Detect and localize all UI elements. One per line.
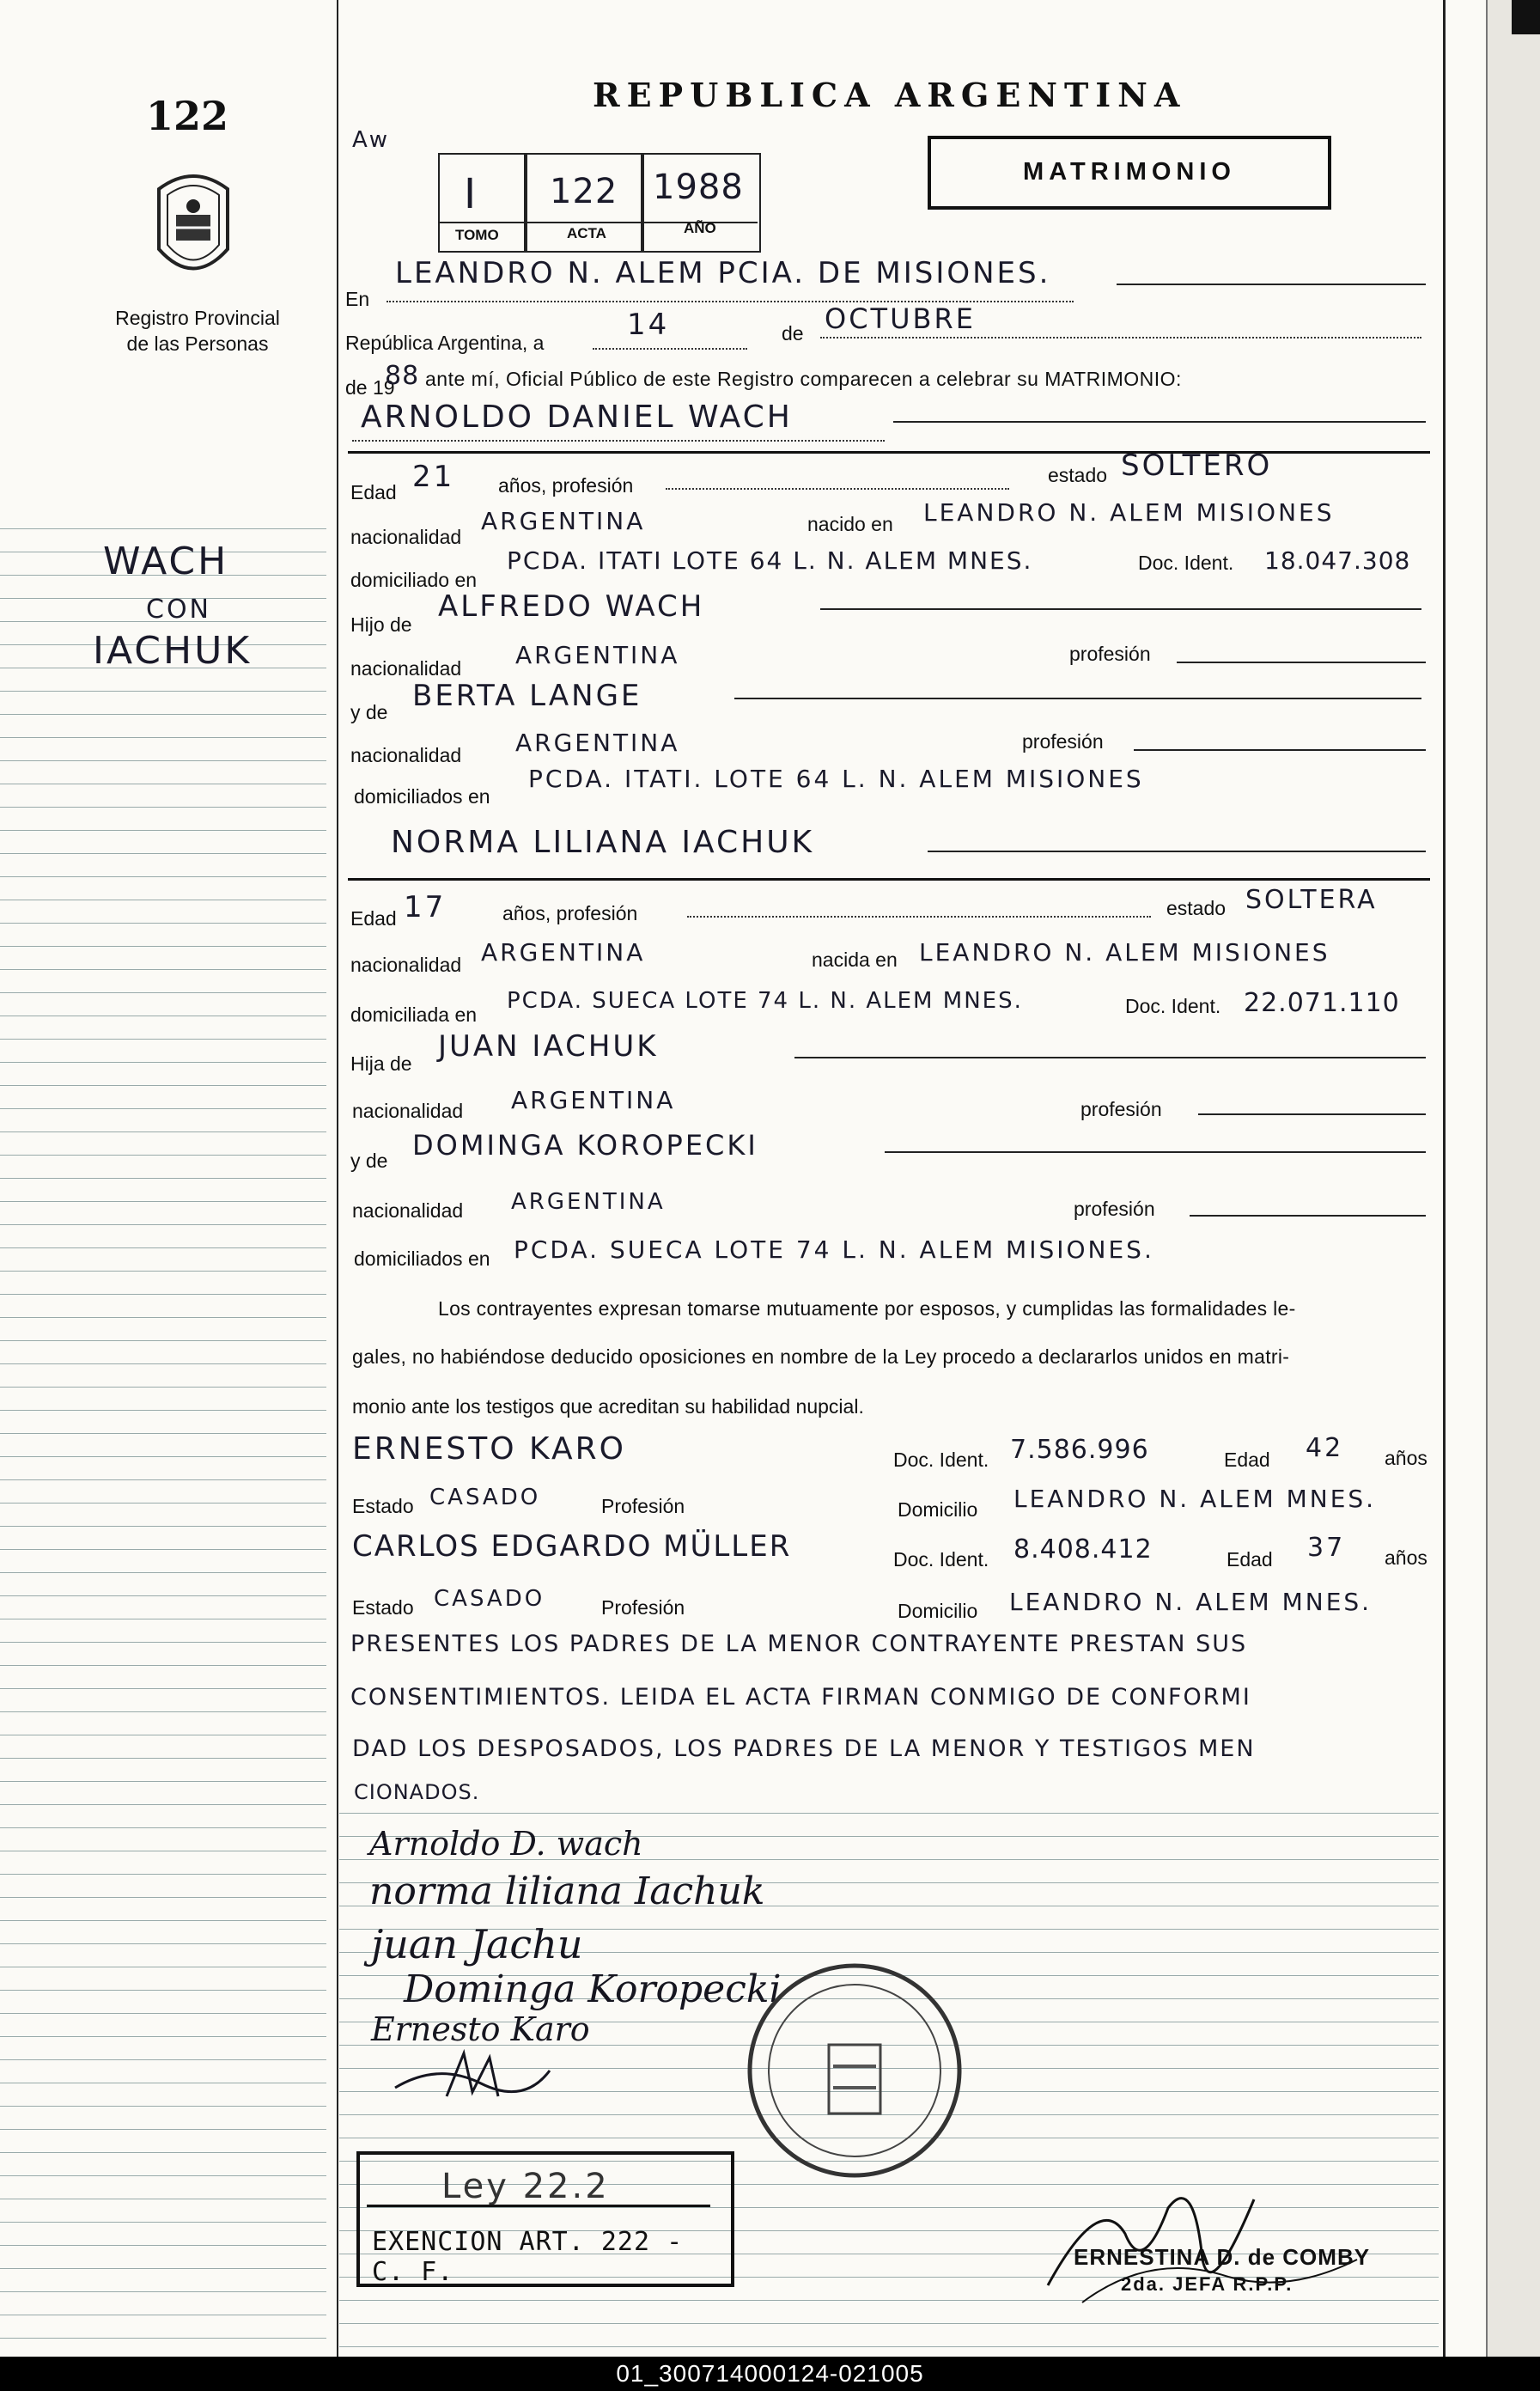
margin-rule-line (0, 853, 326, 854)
margin-rule-line (0, 2291, 326, 2292)
margin-rule-line (0, 737, 326, 738)
witness1-estado: CASADO (429, 1485, 541, 1510)
margin-rule-line (0, 1479, 326, 1480)
margin-rule-line (0, 1920, 326, 1921)
witness2-domicilio: LEANDRO N. ALEM MNES. (1009, 1588, 1373, 1616)
stamp-line1: Ley 22.2 (441, 2167, 610, 2206)
margin-rule-line (0, 1387, 326, 1388)
witness1-doc-label: Doc. Ident. (893, 1449, 989, 1471)
bride-nacida: LEANDRO N. ALEM MISIONES (919, 938, 1330, 967)
margin-rule-line (0, 1410, 326, 1411)
groom-estado-label: estado (1048, 464, 1108, 486)
month-line (820, 337, 1421, 339)
bride-nacida-label: nacida en (812, 948, 898, 971)
margin-rule-line (0, 2268, 326, 2269)
note-line1: PRESENTES LOS PADRES DE LA MENOR CONTRAYENTE PRESTAN SUS (350, 1631, 1248, 1657)
margin-rule-line (0, 714, 326, 715)
bride-doc: 22.071.110 (1244, 988, 1400, 1018)
declaration-line3: monio ante los testigos que acreditan su habilidad nupcial. (352, 1395, 864, 1418)
groom-mother-nac: ARGENTINA (515, 729, 680, 757)
margin-rule-line (0, 1665, 326, 1666)
acta-label: ACTA (567, 225, 606, 241)
witness1-edad-label: Edad (1224, 1449, 1270, 1471)
groom-doc: 18.047.308 (1264, 546, 1411, 575)
margin-rule-line (0, 2245, 326, 2246)
note-line3: DAD LOS DESPOSADOS, LOS PADRES DE LA MENOR Y TESTIGOS MEN (352, 1735, 1256, 1762)
margin-rule-line (0, 2152, 326, 2153)
margin-rule-line (0, 2013, 326, 2014)
witness1-prof-label: Profesión (601, 1495, 685, 1517)
signature-groom: Arnoldo D. wach (369, 1825, 643, 1863)
stamp-divider (367, 2205, 710, 2207)
witness2-estado: CASADO (434, 1586, 545, 1612)
groom-yde-label: y de (350, 701, 388, 723)
acta-value: 122 (550, 172, 618, 211)
republica-label: República Argentina, a (345, 332, 545, 354)
witness1-name: ERNESTO KARO (352, 1431, 627, 1467)
official-name: ERNESTINA D. de COMBY (1074, 2244, 1371, 2270)
witness2-dom-label: Domicilio (898, 1600, 978, 1622)
margin-rule-line (0, 1897, 326, 1898)
margin-rule-line (0, 807, 326, 808)
groom-name-tail (893, 421, 1426, 423)
margin-rule-line (0, 1317, 326, 1318)
official-title: 2da. JEFA R.P.P. (1121, 2273, 1293, 2295)
margin-rule-line (0, 2222, 326, 2223)
groom-estado: SOLTERO (1121, 448, 1273, 483)
margin-rule-line (0, 1503, 326, 1504)
bride-mother-tail (885, 1151, 1426, 1153)
mark-aw: Aw (352, 127, 390, 153)
page-left-border (337, 0, 338, 2357)
page-right-border (1443, 0, 1446, 2357)
margin-rule-line (0, 1271, 326, 1272)
groom-father-nac: ARGENTINA (515, 641, 680, 669)
groom-name-line (352, 440, 885, 442)
corner-mark (1512, 0, 1540, 34)
margin-name-2: CON (146, 595, 212, 625)
bride-estado: SOLTERA (1245, 885, 1378, 915)
year-suffix-value: 88 (385, 361, 420, 391)
stamp-line2: EXENCION ART. 222 - C. F. (372, 2227, 684, 2287)
groom-edad: 21 (412, 460, 455, 494)
signature-father: juan Jachu (371, 1921, 583, 1967)
document-title: REPUBLICA ARGENTINA (593, 76, 1187, 114)
signature-bride: norma liliana Iachuk (369, 1869, 765, 1913)
groom-father-nac-label: nacionalidad (350, 657, 462, 680)
bride-parents-dom: PCDA. SUECA LOTE 74 L. N. ALEM MISIONES. (514, 1235, 1154, 1264)
margin-rule-line (0, 2059, 326, 2060)
day-value: 14 (627, 308, 670, 342)
bride-edad-label: Edad (350, 907, 397, 930)
margin-rule-line (0, 2175, 326, 2176)
margin-rule-line (0, 1827, 326, 1828)
groom-anos-profesion: años, profesión (498, 474, 634, 497)
place-tail-line (1117, 284, 1426, 285)
witness1-edad: 42 (1306, 1433, 1344, 1463)
bride-father-prof-label: profesión (1080, 1098, 1162, 1120)
margin-rule-line (0, 1526, 326, 1527)
bride-yde-label: y de (350, 1150, 388, 1172)
anio-label: AÑO (684, 220, 716, 236)
groom-mother-tail (734, 698, 1421, 699)
margin-rule-line (0, 1711, 326, 1712)
bride-dom-label: domiciliada en (350, 1003, 478, 1026)
bride-doc-label: Doc. Ident. (1125, 995, 1221, 1017)
margin-rule-line (0, 1433, 326, 1434)
margin-rule-line (0, 1108, 326, 1109)
bride-hija-label: Hija de (350, 1052, 412, 1075)
bride-father-nac-label: nacionalidad (352, 1100, 464, 1122)
bride-father-prof-line (1198, 1113, 1426, 1115)
witness2-doc: 8.408.412 (1013, 1534, 1153, 1565)
witness2-anos: años (1385, 1546, 1427, 1569)
statement-text: ante mí, Oficial Público de este Registro comparecen a celebrar su MATRIMONIO: (425, 368, 1182, 390)
page-number: 122 (146, 93, 229, 139)
margin-rule-line (0, 1758, 326, 1759)
body-rule-line (339, 1813, 1439, 1814)
provincial-seal-icon (150, 168, 236, 288)
bride-father-tail (794, 1057, 1426, 1058)
bride-nacionalidad: ARGENTINA (481, 938, 646, 967)
year-prefix-label: de 19 (345, 376, 395, 399)
exemption-stamp (356, 2151, 734, 2287)
margin-name-3: IACHUK (93, 629, 253, 673)
margin-rule-line (0, 1456, 326, 1457)
declaration-line2: gales, no habiéndose deducido oposiciones en nombre de la Ley procedo a declararlos unidos en matri- (352, 1345, 1290, 1368)
groom-father-prof-label: profesión (1069, 643, 1151, 665)
tomo-value: I (464, 170, 479, 218)
bride-name-tail (928, 851, 1426, 852)
witness2-edad: 37 (1307, 1533, 1346, 1563)
registry-line1: Registro Provincial (115, 307, 280, 329)
groom-domiciliados-label: domiciliados en (354, 785, 490, 808)
margin-rule-line (0, 1224, 326, 1225)
margin-rule-line (0, 946, 326, 947)
groom-mother-nac-label: nacionalidad (350, 744, 462, 766)
margin-rule-line (0, 1688, 326, 1689)
witness1-anos: años (1385, 1447, 1427, 1469)
note-line2: CONSENTIMIENTOS. LEIDA EL ACTA FIRMAN CONMIGO DE CONFORMI (350, 1684, 1251, 1711)
margin-rule-line (0, 691, 326, 692)
signature-mother: Dominga Koropecki (404, 1967, 782, 2011)
bride-anos-profesion: años, profesión (502, 902, 638, 924)
groom-name: ARNOLDO DANIEL WACH (361, 400, 793, 435)
margin-rule-line (0, 1155, 326, 1156)
margin-rule-line (0, 969, 326, 970)
declaration-line1: Los contrayentes expresan tomarse mutuamente por esposos, y cumplidas las formalidades le- (438, 1297, 1296, 1320)
registry-line2: de las Personas (126, 332, 269, 355)
margin-rule-line (0, 1572, 326, 1573)
witness2-name: CARLOS EDGARDO MÜLLER (352, 1529, 792, 1564)
groom-nac-label: nacionalidad (350, 526, 462, 548)
groom-nacido: LEANDRO N. ALEM MISIONES (923, 498, 1335, 527)
bride-father-nac: ARGENTINA (511, 1086, 676, 1114)
margin-rule-line (0, 1062, 326, 1063)
margin-rule-line (0, 1990, 326, 1991)
margin-rule-line (0, 1642, 326, 1643)
witness2-edad-label: Edad (1227, 1548, 1273, 1571)
witness1-estado-label: Estado (352, 1495, 414, 1517)
margin-rule-line (0, 1363, 326, 1364)
bride-mother-nac-label: nacionalidad (352, 1199, 464, 1222)
place-value: LEANDRO N. ALEM PCIA. DE MISIONES. (395, 256, 1051, 290)
groom-mother-prof-line (1134, 749, 1426, 751)
en-label: En (345, 288, 370, 310)
bride-name: NORMA LILIANA IACHUK (391, 825, 815, 860)
groom-hijo-label: Hijo de (350, 613, 412, 636)
book-edge (1486, 0, 1540, 2357)
body-rule-line (339, 2323, 1439, 2324)
margin-rule-line (0, 1804, 326, 1805)
month-value: OCTUBRE (825, 302, 976, 335)
witness2-estado-label: Estado (352, 1596, 414, 1619)
margin-rule-line (0, 1247, 326, 1248)
anio-value: 1988 (653, 168, 744, 207)
groom-edad-label: Edad (350, 481, 397, 503)
groom-father: ALFREDO WACH (438, 589, 705, 624)
witness1-domicilio: LEANDRO N. ALEM MNES. (1013, 1485, 1377, 1513)
margin-rule-line (0, 1294, 326, 1295)
margin-rule-line (0, 830, 326, 831)
margin-rule-line (0, 1340, 326, 1341)
groom-domicilio: PCDA. ITATI LOTE 64 L. N. ALEM MNES. (507, 546, 1033, 575)
bride-domicilio: PCDA. SUECA LOTE 74 L. N. ALEM MNES. (507, 988, 1023, 1014)
bride-father: JUAN IACHUK (438, 1029, 659, 1064)
margin-rule-line (0, 1201, 326, 1202)
bride-mother-nac: ARGENTINA (511, 1189, 666, 1215)
witness2-doc-label: Doc. Ident. (893, 1548, 989, 1571)
de-label: de (782, 322, 804, 345)
margin-rule-line (0, 2106, 326, 2107)
margin-rule-line (0, 1178, 326, 1179)
tomo-label: TOMO (455, 227, 499, 243)
margin-rule-line (0, 528, 326, 529)
margin-name-1: WACH (103, 540, 229, 583)
margin-rule-line (0, 760, 326, 761)
registry-name (82, 305, 313, 357)
bride-estado-label: estado (1166, 897, 1227, 919)
bride-mother: DOMINGA KOROPECKI (412, 1129, 758, 1162)
day-line (593, 348, 747, 350)
note-line4: CIONADOS. (354, 1780, 480, 1804)
groom-profesion-line (666, 488, 1009, 490)
signature-witness: Ernesto Karo (371, 2010, 590, 2048)
margin-rule-line (0, 1085, 326, 1086)
bride-domiciliados-label: domiciliados en (354, 1247, 490, 1270)
groom-nacionalidad: ARGENTINA (481, 507, 646, 535)
margin-rule-line (0, 1549, 326, 1550)
groom-doc-label: Doc. Ident. (1138, 552, 1234, 574)
bride-nac-label: nacionalidad (350, 954, 462, 976)
margin-rule-line (0, 1781, 326, 1782)
margin-rule-line (0, 992, 326, 993)
groom-mother-prof-label: profesión (1022, 730, 1104, 753)
record-type-label: MATRIMONIO (1023, 158, 1236, 186)
official-round-seal-icon (743, 1959, 966, 2182)
margin-rule-line (0, 1943, 326, 1944)
groom-mother: BERTA LANGE (412, 679, 642, 713)
bride-section-divider (348, 878, 1430, 881)
margin-rule-line (0, 2338, 326, 2339)
bride-profesion-line (687, 916, 1151, 918)
signature-scribble-icon (387, 2045, 558, 2105)
groom-dom-label: domiciliado en (350, 569, 478, 591)
footer-filename: 01_300714000124-021005 (616, 2360, 924, 2387)
margin-rule-line (0, 1595, 326, 1596)
witness1-doc: 7.586.996 (1010, 1435, 1149, 1465)
witness1-dom-label: Domicilio (898, 1498, 978, 1521)
margin-rule-line (0, 1874, 326, 1875)
groom-nacido-label: nacido en (807, 513, 893, 535)
groom-father-prof-line (1177, 662, 1426, 663)
margin-rule-line (0, 2129, 326, 2130)
body-rule-line (339, 2346, 1439, 2347)
bride-edad: 17 (404, 890, 447, 924)
margin-rule-line (0, 1131, 326, 1132)
record-type-box (928, 136, 1331, 210)
margin-rule-line (0, 923, 326, 924)
bride-mother-prof-line (1190, 1215, 1426, 1217)
margin-rule-line (0, 876, 326, 877)
margin-rule-line (0, 1039, 326, 1040)
witness2-prof-label: Profesión (601, 1596, 685, 1619)
groom-father-tail (820, 608, 1421, 610)
margin-rule-line (0, 2036, 326, 2037)
bride-mother-prof-label: profesión (1074, 1198, 1155, 1220)
groom-parents-dom: PCDA. ITATI. LOTE 64 L. N. ALEM MISIONES (528, 765, 1144, 793)
